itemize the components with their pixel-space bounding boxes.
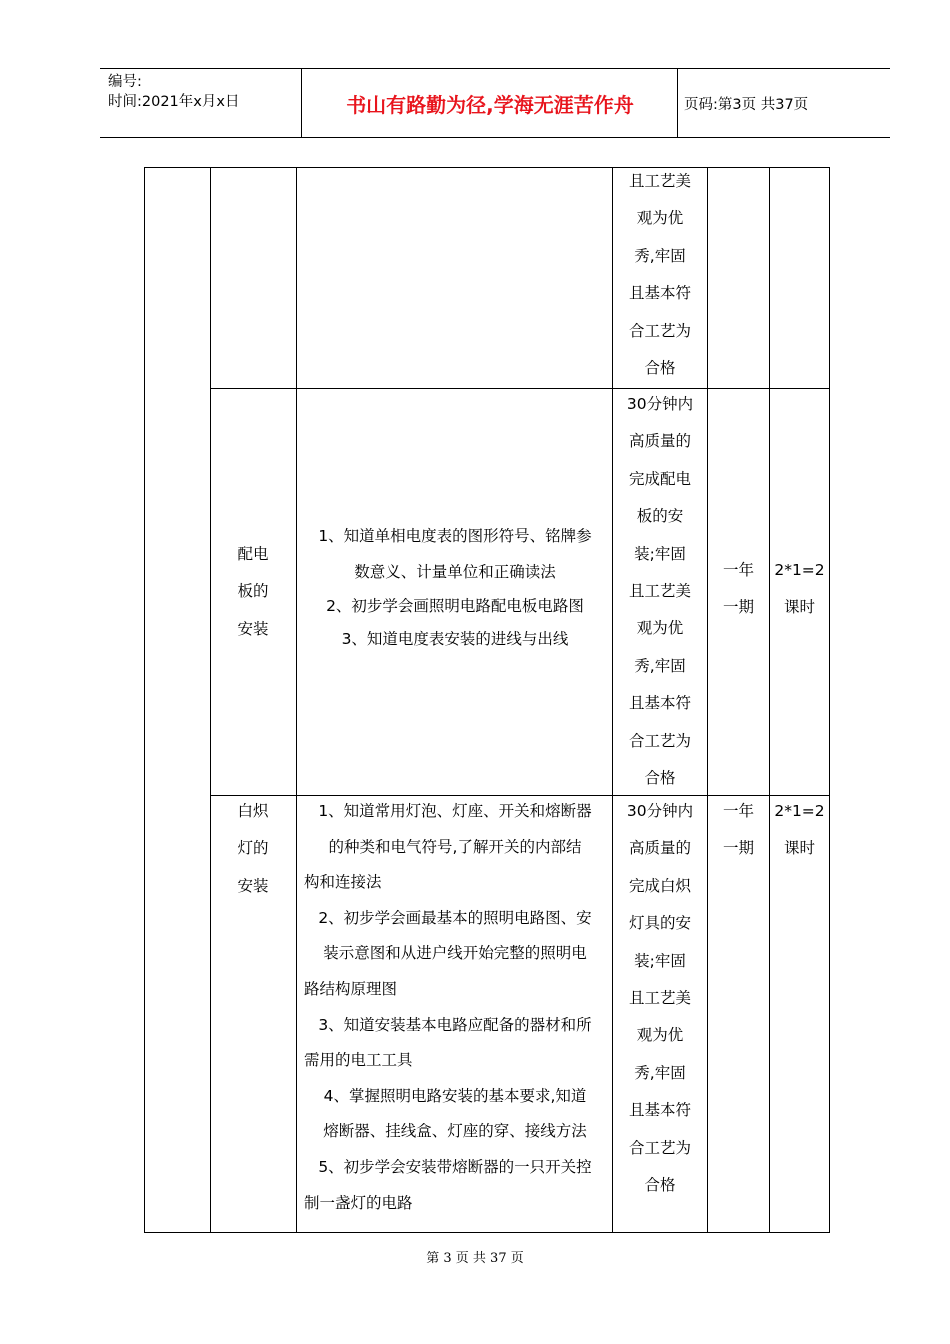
- topic-line: 安装: [237, 876, 269, 895]
- column-divider: [144, 167, 145, 1233]
- period-cell: [708, 552, 769, 627]
- standard-line: 高质量的: [628, 839, 691, 858]
- topic-line: 配电: [237, 545, 269, 563]
- content-line: 路结构原理图: [304, 979, 398, 998]
- content-line: 2、初步学会画最基本的照明电路图、安: [318, 908, 592, 927]
- column-divider: [769, 167, 770, 1233]
- topic-cell: [210, 793, 296, 905]
- standard-line: 完成白炽: [628, 876, 691, 895]
- standard-line: 30分钟内: [626, 395, 694, 413]
- standard-line: 且工艺美: [628, 582, 691, 601]
- page-footer: 第 3 页 共 37 页: [426, 1251, 524, 1266]
- standard-cell: [612, 793, 708, 1204]
- content-line: 3、知道安装基本电路应配备的器材和所: [318, 1015, 592, 1034]
- hours-line: 课时: [783, 839, 815, 858]
- standard-line: 装;牢固: [634, 544, 686, 563]
- standard-line: 且基本符: [628, 694, 691, 713]
- topic-line: 板的: [237, 582, 269, 601]
- hours-cell: [770, 793, 829, 868]
- standard-line: 合格: [644, 359, 676, 378]
- content-line: 4、掌握照明电路安装的基本要求,知道: [323, 1086, 587, 1105]
- standard-line: 秀,牢固: [634, 656, 686, 675]
- topic-line: 安装: [237, 619, 269, 638]
- content-line: 制一盏灯的电路: [304, 1193, 413, 1212]
- standard-line: 合格: [644, 769, 676, 788]
- standard-line: 高质量的: [628, 432, 691, 451]
- content-line: 1、知道常用灯泡、灯座、开关和熔断器: [318, 802, 592, 820]
- period-cell: [708, 793, 769, 868]
- content-line: 装示意图和从进户线开始完整的照明电: [323, 944, 587, 963]
- content-line: 需用的电工工具: [304, 1051, 413, 1070]
- content-cell: [298, 519, 612, 656]
- topic-line: 白炽: [237, 802, 269, 820]
- standard-line: 秀,牢固: [634, 1063, 686, 1082]
- period-line: 一期: [722, 598, 754, 617]
- standard-line: 合格: [644, 1176, 676, 1195]
- standard-line: 装;牢固: [634, 951, 686, 970]
- standard-line: 秀,牢固: [634, 246, 686, 265]
- content-line: 数意义、计量单位和正确读法: [354, 562, 556, 581]
- standard-line: 板的安: [636, 507, 684, 526]
- topic-line: 灯的: [237, 839, 269, 858]
- header-page-info: 页码:第3页 共37页: [684, 97, 809, 113]
- standard-line: 合工艺为: [628, 731, 691, 750]
- standard-line: 且工艺美: [628, 172, 691, 190]
- table-border: [144, 1232, 830, 1233]
- number-label: 编号:: [108, 74, 142, 90]
- hours-line: 2*1=2: [774, 561, 825, 579]
- content-line: 1、知道单相电度表的图形符号、铭牌参: [318, 527, 592, 545]
- row-divider: [210, 388, 830, 389]
- content-line: 5、初步学会安装带熔断器的一只开关控: [318, 1157, 592, 1176]
- table-border: [144, 167, 830, 168]
- content-line: 3、知道电度表安装的进线与出线: [341, 630, 569, 649]
- standard-line: 合工艺为: [628, 1138, 691, 1157]
- period-line: 一年: [722, 802, 754, 820]
- header-motto: 书山有路勤为径,学海无涯苦作舟: [346, 92, 634, 117]
- standard-line: 观为优: [636, 209, 684, 228]
- content-line: 熔断器、挂线盒、灯座的穿、接线方法: [323, 1122, 587, 1141]
- standard-line: 且基本符: [628, 1101, 691, 1120]
- content-cell: [298, 794, 612, 1221]
- hours-cell: [770, 552, 829, 627]
- content-line: 2、初步学会画照明电路配电板电路图: [326, 597, 584, 616]
- time-label: 时间:2021年x月x日: [108, 94, 240, 110]
- column-divider: [296, 167, 297, 1233]
- hours-line: 课时: [783, 598, 815, 617]
- standard-line: 观为优: [636, 619, 684, 638]
- hours-line: 2*1=2: [774, 802, 825, 820]
- standard-line: 完成配电: [628, 469, 691, 488]
- standard-line: 合工艺为: [628, 321, 691, 340]
- standard-line: 30分钟内: [626, 802, 694, 820]
- period-line: 一年: [722, 561, 754, 579]
- standard-line: 且工艺美: [628, 989, 691, 1008]
- standard-cell: [612, 163, 708, 387]
- standard-cell: [612, 386, 708, 797]
- topic-cell: [210, 536, 296, 648]
- period-line: 一期: [722, 839, 754, 858]
- column-divider: [210, 167, 211, 1233]
- standard-line: 观为优: [636, 1026, 684, 1045]
- content-line: 的种类和电气符号,了解开关的内部结: [328, 837, 582, 856]
- table-border: [829, 167, 830, 1233]
- content-line: 构和连接法: [304, 873, 382, 892]
- standard-line: 灯具的安: [628, 914, 691, 933]
- standard-line: 且基本符: [628, 284, 691, 303]
